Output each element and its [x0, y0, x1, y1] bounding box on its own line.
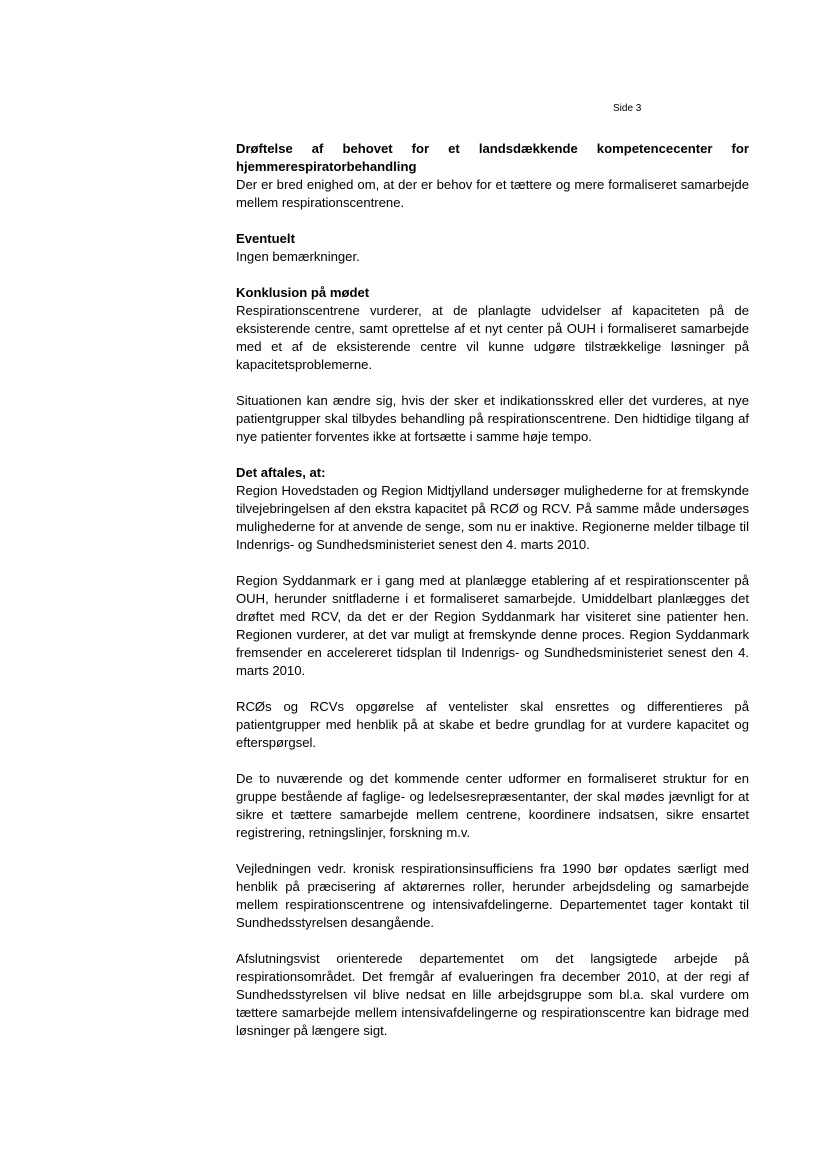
section-drofttelse [236, 140, 749, 212]
section-eventuelt [236, 230, 749, 266]
section-paragraph: Situationen kan ændre sig, hvis der sker et indikationsskred eller det vurderes, at nye patientgrupper skal tilbydes behandling på respirationscentrene. Den hidtidige tilgang af nye patienter forventes ikke at fortsætte i samme høje tempo. [236, 393, 749, 444]
section-konklusion [236, 284, 749, 446]
section-paragraph: Afslutningsvist orienterede departementet om det langsigtede arbejde på respirationsområdet. Det fremgår af evalueringen fra december 2010, at der regi af Sundhedsstyrelsen vil blive nedsat en lille arbejdsgruppe som bl.a. skal vurdere om tættere samarbejde mellem intensivafdelingerne og respirationscentre kan bidrage med løsninger på længere sigt. [236, 951, 749, 1038]
section-paragraph: Ingen bemærkninger. [236, 249, 360, 264]
section-paragraph: RCØs og RCVs opgørelse af ventelister skal ensrettes og differentieres på patientgrupper med henblik på at skabe et bedre grundlag for at vurdere kapacitet og efterspørgsel. [236, 699, 749, 750]
section-paragraph: Vejledningen vedr. kronisk respirationsinsufficiens fra 1990 bør opdates særligt med henblik på præcisering af aktørernes roller, herunder arbejdsdeling og samarbejde mellem respirationscentrene og intensivafdelingerne. Departementet tager kontakt til Sundhedsstyrelsen desangående. [236, 861, 749, 930]
section-aftales [236, 464, 749, 1040]
section-heading: Eventuelt [236, 231, 295, 246]
section-heading: Konklusion på mødet [236, 285, 370, 300]
page-number: Side 3 [613, 103, 642, 114]
section-heading: Det aftales, at: [236, 465, 326, 480]
document-body [236, 140, 749, 1058]
section-paragraph: Respirationscentrene vurderer, at de planlagte udvidelser af kapaciteten på de eksisterende centre, samt oprettelse af et nyt center på OUH i formaliseret samarbejde med et af de eksisterende centre vil kunne udgøre tilstrækkelige løsninger på kapacitetsproblemerne. [236, 303, 749, 372]
section-paragraph: Der er bred enighed om, at der er behov for et tættere og mere formaliseret samarbejde mellem respirationscentrene. [236, 177, 749, 210]
section-paragraph: Region Hovedstaden og Region Midtjylland undersøger mulighederne for at fremskynde tilvejebringelsen af den ekstra kapacitet på RCØ og RCV. På samme måde undersøges mulighederne for at anvende de senge, som nu er inaktive. Regionerne melder tilbage til Indenrigs- og Sundhedsministeriet senest den 4. marts 2010. [236, 483, 749, 552]
section-heading: Drøftelse af behovet for et landsdækkende kompetencecenter for hjemmerespiratorbehandling [236, 141, 749, 174]
section-paragraph: Region Syddanmark er i gang med at planlægge etablering af et respirationscenter på OUH, herunder snitfladerne i et formaliseret samarbejde. Umiddelbart planlægges det drøftet med RCV, da det er der Region Syddanmark har visiteret sine patienter hen. Regionen vurderer, at det var muligt at fremskynde denne proces. Region Syddanmark fremsender en accelereret tidsplan til Indenrigs- og Sundhedsministeriet senest den 4. marts 2010. [236, 573, 749, 678]
section-paragraph: De to nuværende og det kommende center udformer en formaliseret struktur for en gruppe bestående af faglige- og ledelsesrepræsentanter, der skal mødes jævnligt for at sikre et tættere samarbejde mellem centrene, koordinere indsatsen, sikre ensartet registrering, retningslinjer, forskning m.v. [236, 771, 749, 840]
